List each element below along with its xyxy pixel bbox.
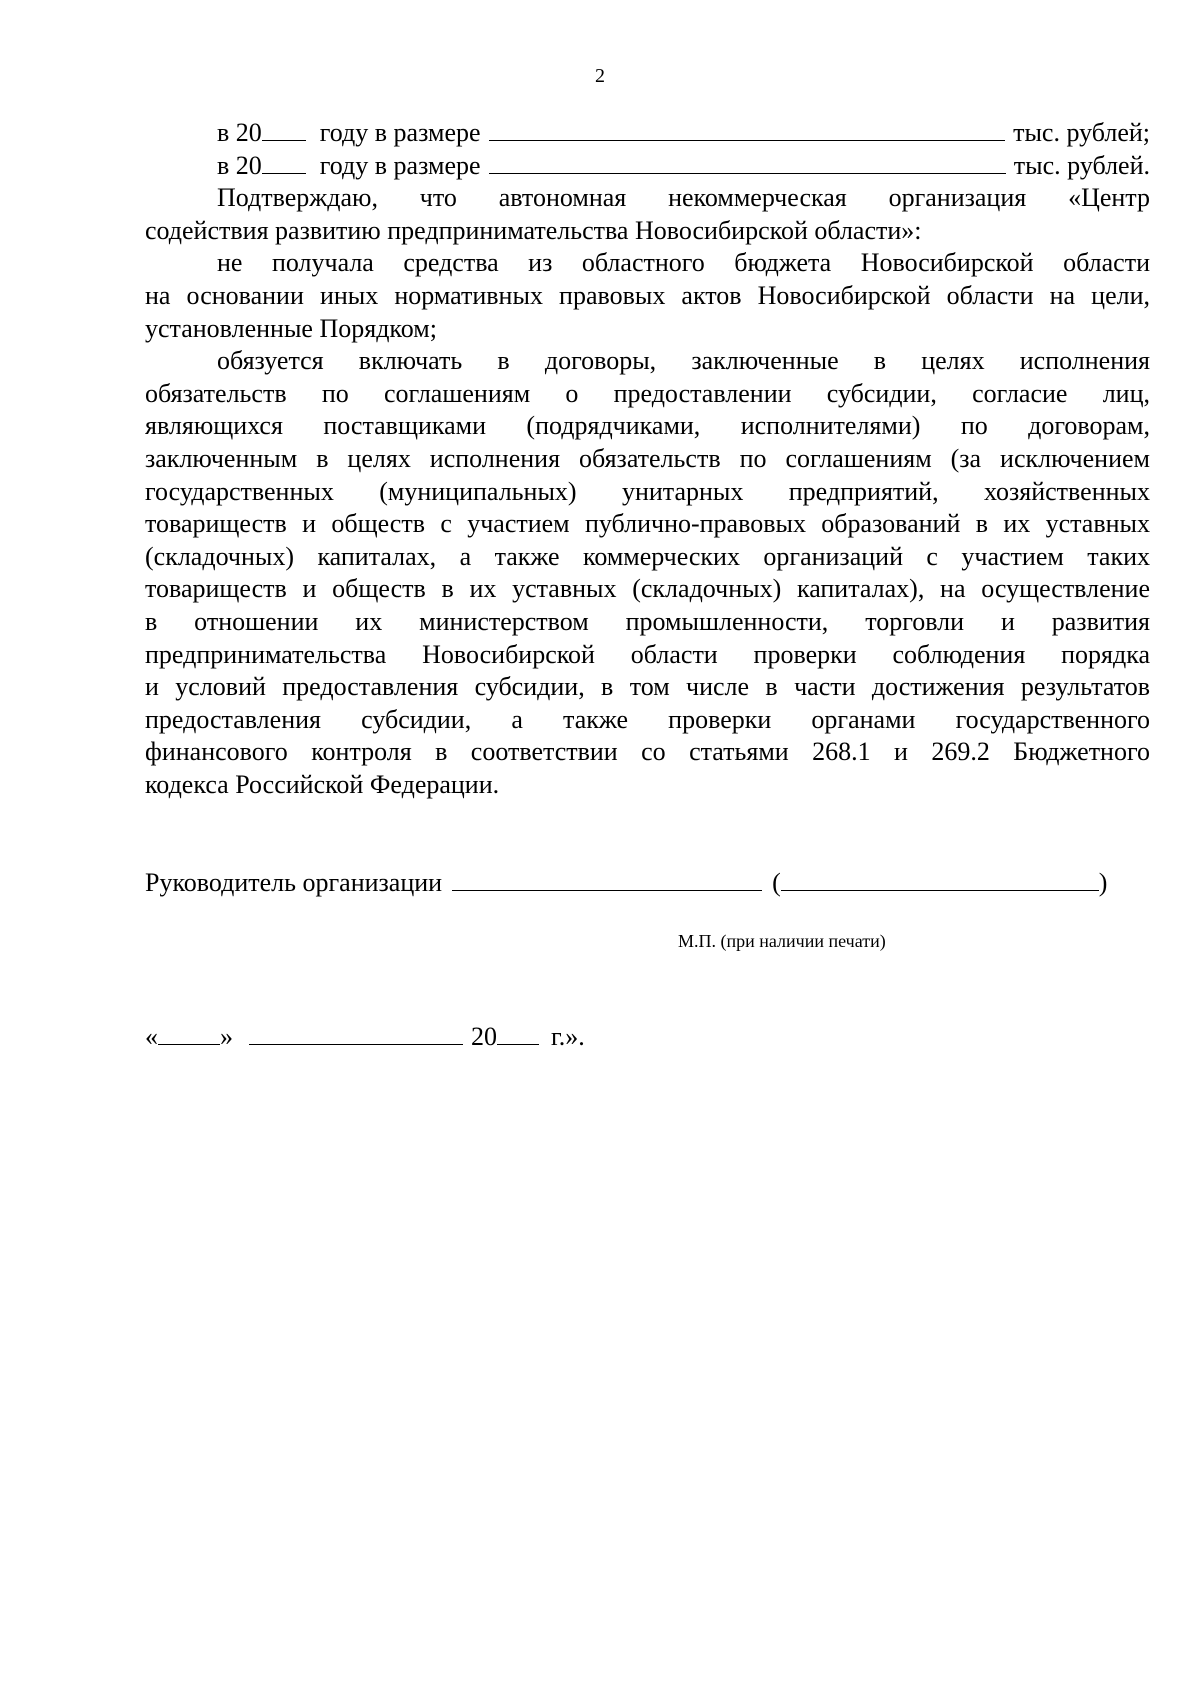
text-line: на основании иных нормативных правовых актов Новосибирской области на цели, [145,280,1150,310]
close-quote: » [220,1022,233,1051]
amount-blank [489,118,1006,141]
month-blank [249,1020,463,1045]
amount-suffix: тыс. рублей. [1013,150,1150,180]
signature-label: Руководитель организации [145,868,443,897]
amount-blank [489,151,1006,174]
amount-row [145,150,1150,183]
amount-suffix: тыс. рублей; [1013,118,1150,147]
text-line: и условий предоставления субсидии, в том числе в части достижения результатов [145,672,1150,702]
open-paren: ( [772,868,781,897]
text-line: товариществ и обществ в их уставных (складочных) капиталах), на осуществление [145,574,1150,604]
paragraph-obligation [145,345,1150,801]
text-line: предпринимательства Новосибирской области проверки соблюдения порядка [145,639,1150,669]
year-blank [262,118,306,141]
open-quote: « [145,1022,158,1051]
text-line: финансового контроля в соответствии со статьями 268.1 и 269.2 Бюджетного [145,737,1150,767]
text-line: государственных (муниципальных) унитарных предприятий, хозяйственных [145,476,1150,506]
text-line: обязуется включать в договоры, заключенные в целях исполнения [217,346,1150,376]
day-blank [158,1020,220,1045]
text-line: не получала средства из областного бюджета Новосибирской области [217,248,1150,278]
text-line: предоставления субсидии, а также проверки органами государственного [145,704,1150,734]
year-blank [497,1020,539,1045]
text-line: Подтверждаю, что автономная некоммерческая организация «Центр [217,183,1150,213]
amount-prefix: в 20 [217,118,262,147]
close-paren: ) [1098,868,1108,897]
signature-blank [452,866,762,891]
amount-row [145,117,1150,150]
text-line: кодекса Российской Федерации. [145,769,500,799]
year-prefix: 20 [471,1022,497,1051]
year-blank [262,151,306,174]
amount-prefix: в 20 [217,150,262,180]
date-block [145,1020,585,1054]
date-suffix: г.». [551,1022,585,1051]
stamp-note: М.П. (при наличии печати) [678,931,886,951]
text-line: заключенным в целях исполнения обязательств по соглашениям (за исключением [145,443,1150,473]
name-blank [781,866,1099,891]
text-line: являющихся поставщиками (подрядчиками, исполнителями) по договорам, [145,411,1150,441]
paragraph-not-received [145,247,1150,345]
text-line: обязательств по соглашениям о предоставлении субсидии, согласие лиц, [145,378,1150,408]
text-line: товариществ и обществ с участием публично-правовых образований в их уставных [145,509,1150,539]
amount-middle: году в размере [319,118,481,147]
paragraph-confirm [145,182,1150,247]
signature-block [145,866,1107,900]
page-number: 2 [595,65,605,87]
amount-middle: году в размере [319,150,481,180]
text-line: (складочных) капиталах, а также коммерческих организаций с участием таких [145,541,1150,571]
text-line: содействия развитию предпринимательства Новосибирской области»: [145,215,922,245]
text-line: установленные Порядком; [145,313,437,343]
text-line: в отношении их министерством промышленности, торговли и развития [145,606,1150,636]
document-body [145,117,1150,801]
